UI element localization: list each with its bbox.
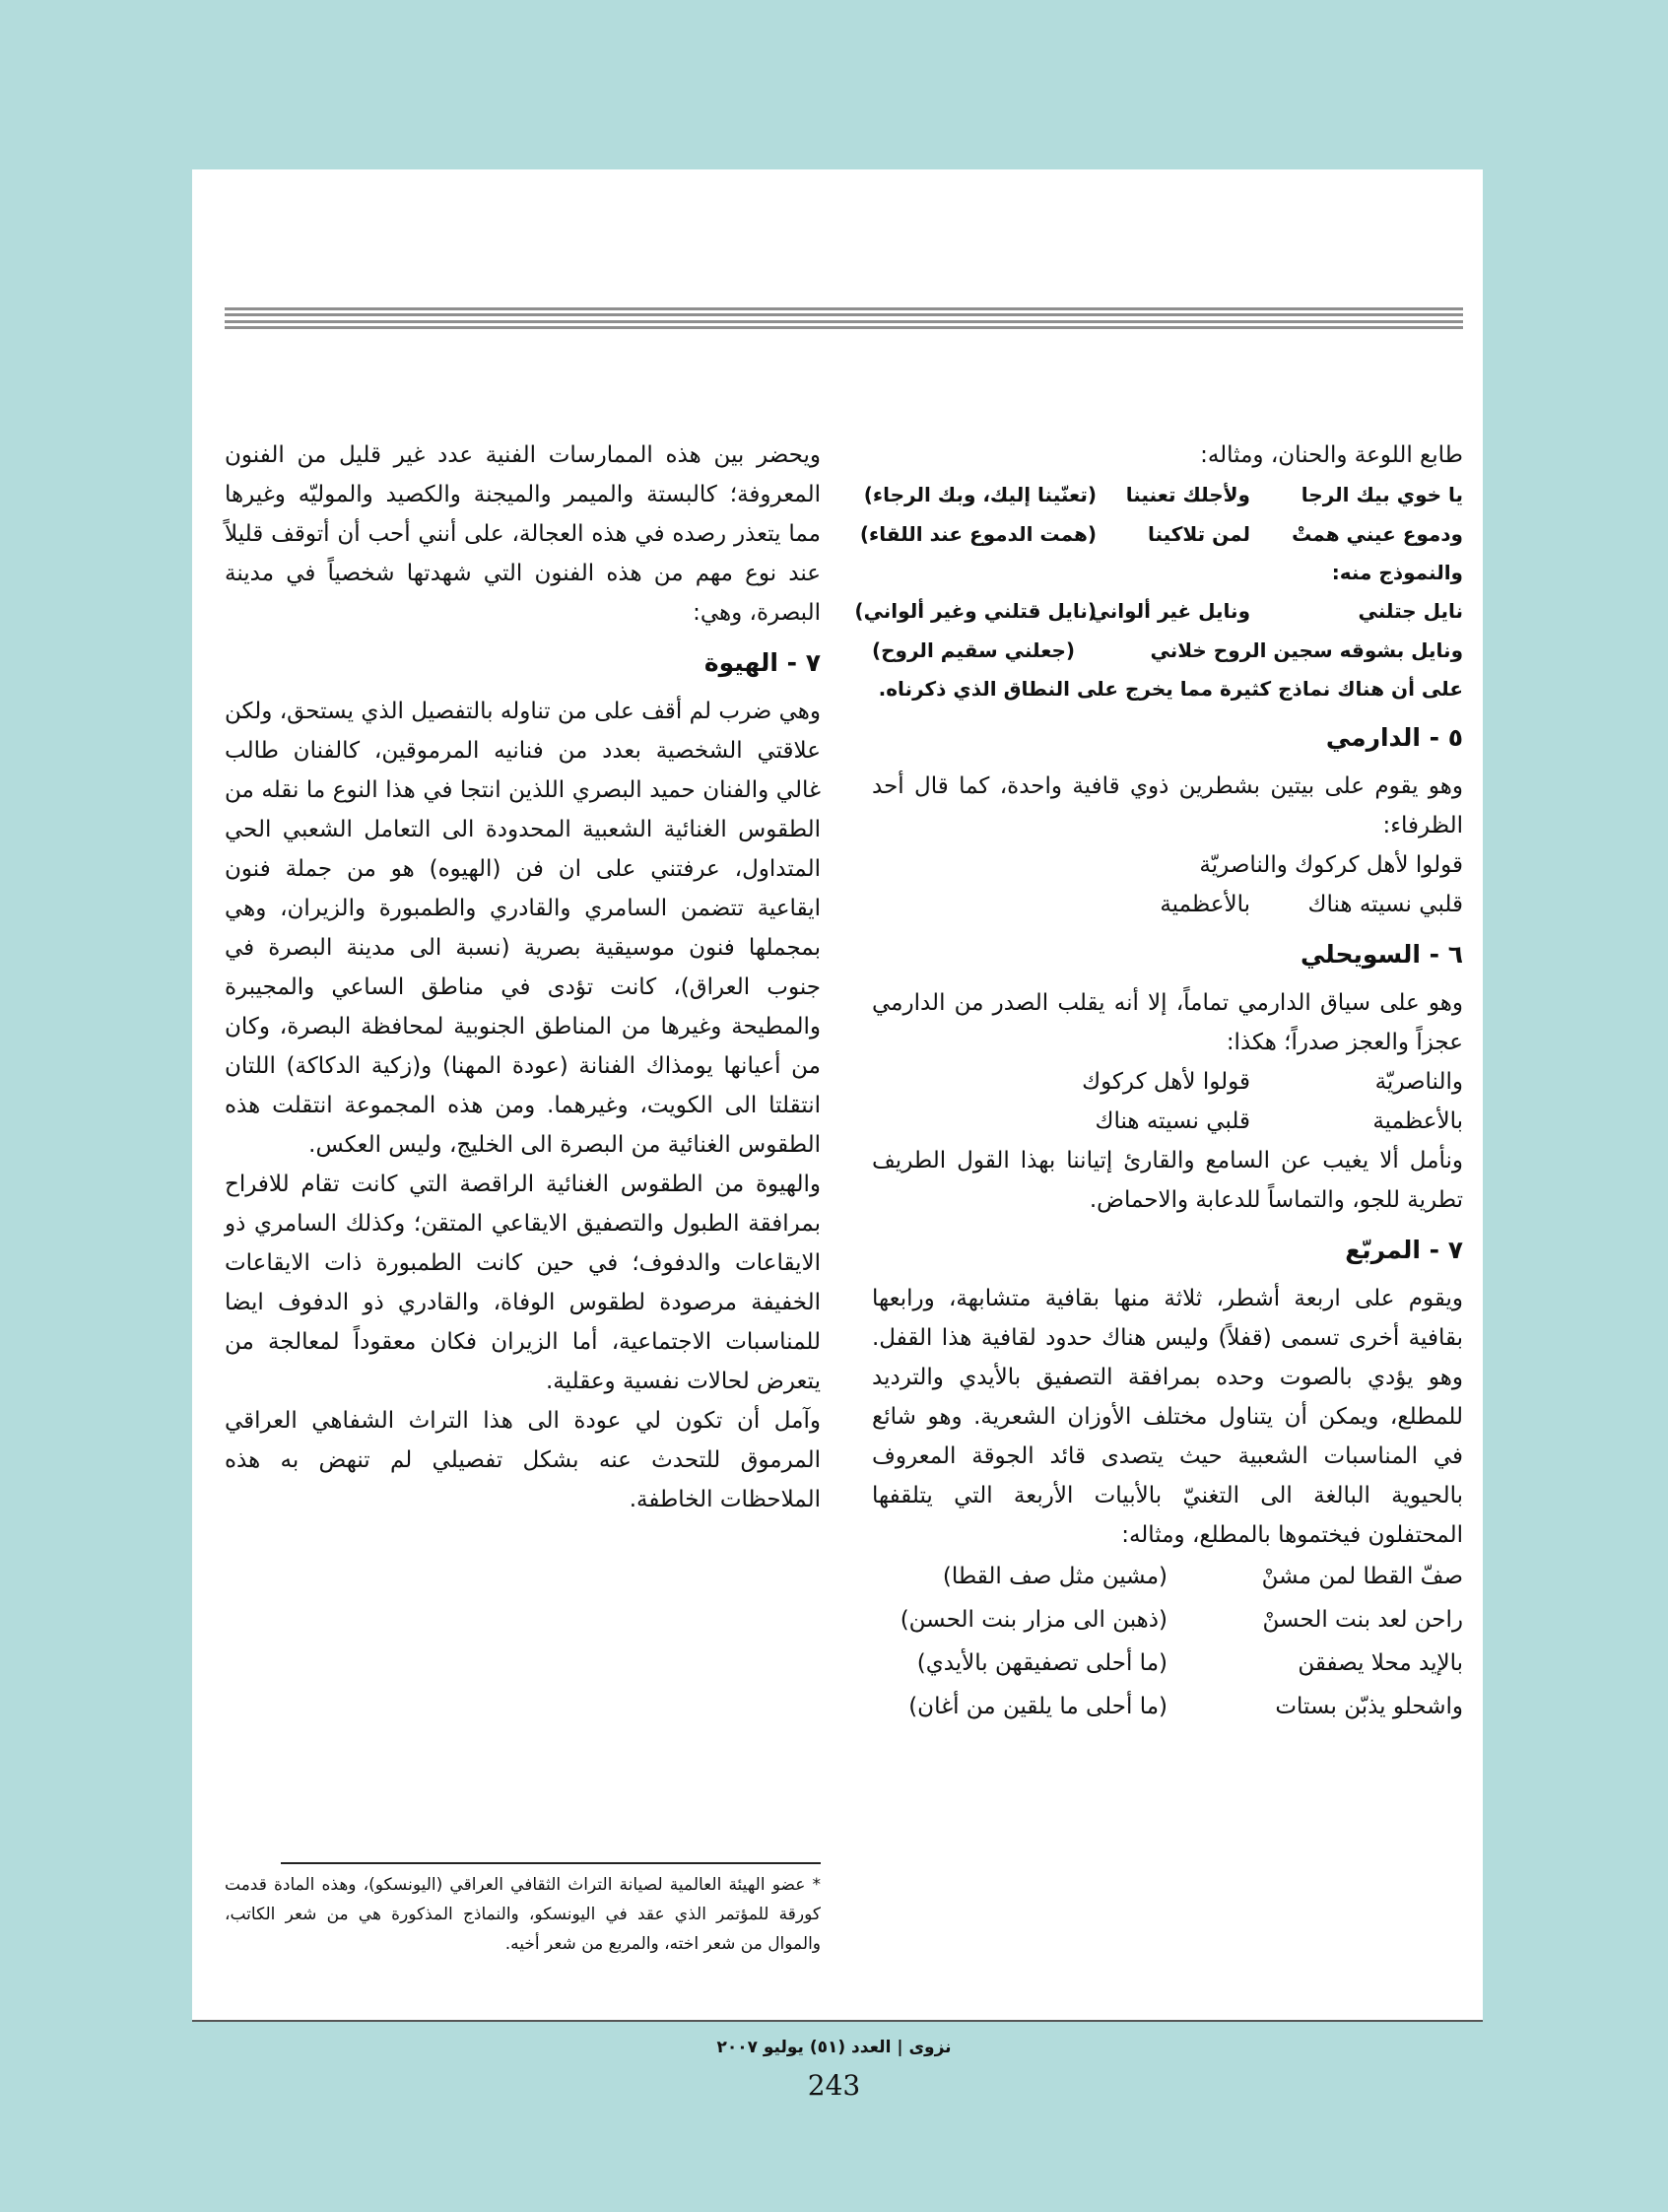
page-number: 243: [807, 2069, 861, 2102]
rule-line: [225, 307, 1463, 310]
verse-line: ودموع عيني همتْ لمن تلاكينا (همت الدموع عند اللقاء): [859, 522, 1463, 546]
verse-line: والناصريّة قولوا لأهل كركوك: [1082, 1069, 1463, 1095]
verse-line: ونايل بشوقه سجين الروح خلاني (جعلني سقيم الروح): [872, 638, 1463, 662]
rule-line: [225, 320, 1463, 323]
paragraph: ويحضر بين هذه الممارسات الفنية عدد غير قليل من الفنون المعروفة؛ كالبستة والميمر والميجنة والكصيد والموليّه وغيرها مما يتعذر رصده في هذه العجالة، على أنني أحب أن أتوقف قليلاً عند نوع مهم من هذه الفنون التي شهدتها شخصياً في مدينة البصرة، وهي:: [225, 442, 821, 626]
verse-line: واشحلو يذبّن بستات (ما أحلى ما يلقين من أغان): [908, 1694, 1463, 1719]
paragraph: والهيوة من الطقوس الغنائية الراقصة التي كانت تقام للافراح بمرافقة الطبول والتصفيق الايقاعي المتقن؛ وكذلك السامري ذو الايقاعات والدفوف؛ في حين كانت الطمبورة ذات الايقاعات الخفيفة مرصودة لطقوس الوفاة، والقادري ذو الدفوف ايضا للمناسبات الاجتماعية، أما الزيران فكان معقوداً لمعالجة من يتعرض لحالات نفسية وعقلية.: [225, 1172, 821, 1394]
footnote-rule: [281, 1862, 821, 1864]
verse-line: قلبي نسيته هناك بالأعظمية: [1160, 892, 1463, 917]
verse-line: بالإيد محلا يصفقن (ما أحلى تصفيقهن بالأيدي): [916, 1650, 1463, 1676]
verse-line: نايل جتلني ونايل غير ألواني (نايل قتلني وغير ألواني): [854, 599, 1463, 623]
verse-line: راحن لعد بنت الحسنْ (ذهبن الى مزار بنت الحسن): [900, 1607, 1463, 1633]
footnote: * عضو الهيئة العالمية لصيانة التراث الثقافي العراقي (اليونسكو)، وهذه المادة قدمت كورقة للمؤتمر الذي عقد في اليونسكو، والنماذج المذكورة هي من شعر الكاتب، والموال من شعر اخته، والمربع من شعر أخيه.: [225, 1875, 821, 1954]
verse-line: قولوا لأهل كركوك والناصريّة: [1199, 852, 1463, 878]
rule-line: [225, 313, 1463, 316]
page: [192, 169, 1483, 2020]
verse-line: بالأعظمية قلبي نسيته هناك: [1095, 1108, 1463, 1134]
section-heading-murabba: ٧ - المربّع: [1345, 1236, 1463, 1264]
section-heading-suwaihli: ٦ - السويحلي: [1300, 940, 1463, 969]
section-heading-darmi: ٥ - الدارمي: [1325, 723, 1463, 752]
model-label: والنموذج منه:: [1331, 561, 1463, 584]
paragraph: ونأمل ألا يغيب عن السامع والقارئ إتياننا بهذا القول الطريف تطرية للجو، والتماساً للدعابة والاحماض.: [872, 1148, 1463, 1213]
paragraph: وآمل أن تكون لي عودة الى هذا التراث الشفاهي العراقي المرموق للتحدث عنه بشكل تفصيلي لم تنهض به هذه الملاحظات الخاطفة.: [225, 1408, 821, 1512]
paragraph: وهو يقوم على بيتين بشطرين ذوي قافية واحدة، كما قال أحد الظرفاء:: [872, 773, 1463, 838]
note-text: على أن هناك نماذج كثيرة مما يخرج على النطاق الذي ذكرناه.: [878, 677, 1463, 701]
header-rules: [225, 307, 1463, 329]
bottom-rule: [192, 2020, 1483, 2022]
left-column: [225, 436, 821, 1519]
intro-text: طابع اللوعة والحنان، ومثاله:: [1200, 442, 1463, 468]
section-heading-hiwa: ٧ - الهيوة: [703, 648, 821, 677]
paragraph: وهو على سياق الدارمي تماماً، إلا أنه يقلب الصدر من الدارمي عجزاً والعجز صدراً؛ هكذا:: [872, 990, 1463, 1055]
verse-line: يا خوي بيك الرجا ولأجلك تعنينا (تعنّينا إليك، وبك الرجاء): [863, 483, 1463, 506]
rule-line: [225, 326, 1463, 329]
paragraph: ويقوم على اربعة أشطر، ثلاثة منها بقافية متشابهة، ورابعها بقافية أخرى تسمى (قفلاً) وليس هناك حدود لقافية هذا القفل. وهو يؤدي بالصوت وحده بمرافقة التصفيق بالأيدي والترديد للمطلع، ويمكن أن يتناول مختلف الأوزان الشعرية. وهو شائع في المناسبات الشعبية حيث يتصدى قائد الجوقة المعروف بالحيوية البالغة الى التغنيّ بالأبيات الأربعة التي يتلقفها المحتفلون فيختموها بالمطلع، ومثاله:: [872, 1286, 1463, 1548]
right-column: [854, 436, 1463, 1728]
journal-footer: نزوى | العدد (٥١) يوليو ٢٠٠٧: [716, 2038, 952, 2057]
paragraph: وهي ضرب لم أقف على من تناوله بالتفصيل الذي يستحق، ولكن علاقتي الشخصية بعدد من فنانيه المرموقين، كالفنان طالب غالي والفنان حميد البصري اللذين انتجا في هذا النوع ما نقله من الطقوس الغنائية الشعبية المحدودة الى التعامل الشعبي الحي المتداول، عرفتني على ان فن (الهيوه) هو من جملة فنون ايقاعية تتضمن السامري والقادري والطمبورة والزيران، وهي بمجملها فنون موسيقية بصرية (نسبة الى مدينة البصرة في جنوب العراق)، كانت تؤدى في مناطق الساعي والمجيبرة والمطيحة وغيرها من المناطق الجنوبية لمحافظة البصرة، وكان من أعيانها يومذاك الفنانة (عودة المهنا) و(زكية الدكاكة) اللتان انتقلتا الى الكويت، وغيرهما. ومن هذه المجموعة انتقلت هذه الطقوس الغنائية من البصرة الى الخليج، وليس العكس.: [225, 699, 821, 1158]
verse-line: صفّ القطا لمن مشنْ (مشين مثل صف القطا): [942, 1564, 1463, 1589]
